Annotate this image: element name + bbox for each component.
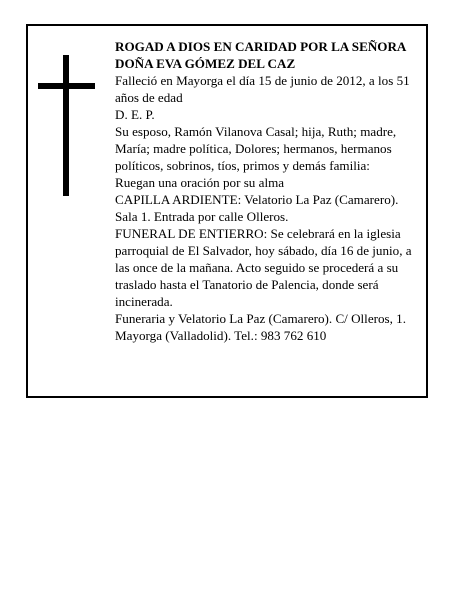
prayer-request: Ruegan una oración por su alma (115, 175, 285, 190)
cross-icon-bar (38, 83, 95, 89)
death-notice: Falleció en Mayorga el día 15 de junio de 2012, a los 51 años de edad (115, 73, 410, 105)
header-line-1: ROGAD A DIOS EN CARIDAD POR LA SEÑORA (115, 39, 407, 54)
header-line-2: DOÑA EVA GÓMEZ DEL CAZ (115, 56, 296, 71)
obituary-text (115, 38, 423, 344)
cross-icon (63, 55, 69, 196)
family-list: Su esposo, Ramón Vilanova Casal; hija, Ruth; madre, María; madre política, Dolores; hermanos, hermanos políticos, sobrinos, tíos, primos y demás familia: (115, 124, 397, 173)
rip: D. E. P. (115, 107, 155, 122)
funeral-info: FUNERAL DE ENTIERRO: Se celebrará en la iglesia parroquial de El Salvador, hoy sábado, día 16 de junio, a las once de la mañana. Acto seguido se procederá a su traslado hasta el Tanatorio de Palencia, donde será incinerada. (115, 226, 412, 309)
capilla-ardiente: CAPILLA ARDIENTE: Velatorio La Paz (Camarero). Sala 1. Entrada por calle Olleros. (115, 192, 399, 224)
funeral-home-info: Funeraria y Velatorio La Paz (Camarero). C/ Olleros, 1. Mayorga (Valladolid). Tel.: 983 762 610 (115, 311, 407, 343)
